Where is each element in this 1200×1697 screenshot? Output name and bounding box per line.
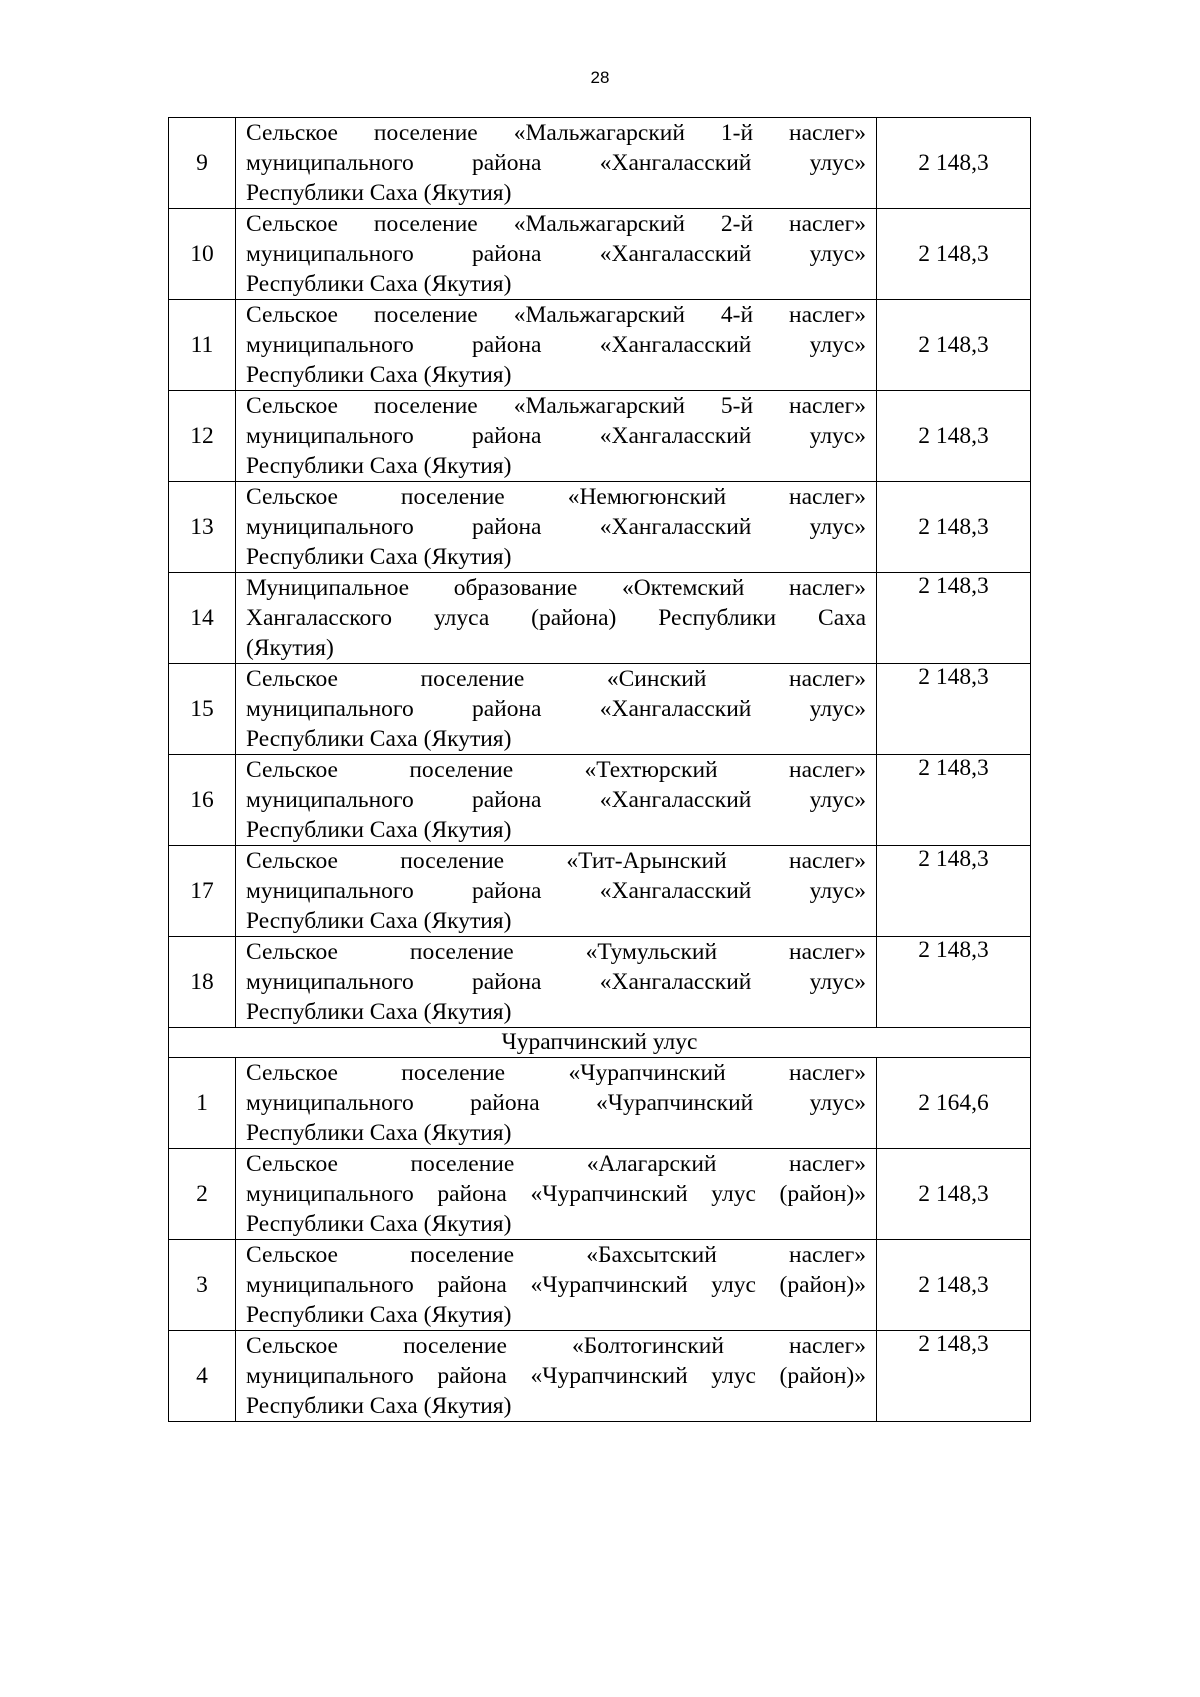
amount-value: 2 148,3 [877, 209, 1031, 300]
settlement-name [236, 391, 877, 482]
settlement-name-line: муниципального района «Хангаласский улус» [246, 332, 866, 358]
settlement-name-line: Республики Саха (Якутия) [246, 817, 512, 843]
settlement-name-line: Сельское поселение «Бахсытский наслег» [246, 1242, 866, 1268]
settlement-name-line: муниципального района «Хангаласский улус» [246, 423, 866, 449]
settlement-name [236, 1331, 877, 1422]
settlement-name-line: муниципального района «Хангаласский улус» [246, 696, 866, 722]
amount-value: 2 164,6 [877, 1058, 1031, 1149]
settlement-name-line: муниципального района «Чурапчинский улус (район)» [246, 1272, 866, 1298]
settlement-name-line: муниципального района «Чурапчинский улус (район)» [246, 1363, 866, 1389]
settlement-name-line: Республики Саха (Якутия) [246, 1211, 512, 1237]
table-row [169, 846, 1031, 937]
settlement-name-line: Республики Саха (Якутия) [246, 453, 512, 479]
settlement-name-line: Хангаласского улуса (района) Республики Саха [246, 605, 866, 631]
amount-value: 2 148,3 [877, 1240, 1031, 1331]
settlement-name-line: муниципального района «Чурапчинский улус (район)» [246, 1181, 866, 1207]
settlement-name-line: Сельское поселение «Мальжагарский 2-й наслег» [246, 211, 866, 237]
amount-value: 2 148,3 [877, 391, 1031, 482]
settlement-name-line: муниципального района «Хангаласский улус» [246, 150, 866, 176]
settlement-name-line: Республики Саха (Якутия) [246, 271, 512, 297]
settlement-name-line: Сельское поселение «Техтюрский наслег» [246, 757, 866, 783]
settlement-name [236, 1058, 877, 1149]
section-header-row [169, 1028, 1031, 1058]
settlement-name [236, 937, 877, 1028]
settlement-name [236, 482, 877, 573]
section-header: Чурапчинский улус [169, 1028, 1031, 1058]
amount-value: 2 148,3 [877, 300, 1031, 391]
settlement-name-line: Сельское поселение «Синский наслег» [246, 666, 866, 692]
settlement-name-line: муниципального района «Хангаласский улус» [246, 241, 866, 267]
settlement-name-line: Сельское поселение «Тит-Арынский наслег» [246, 848, 866, 874]
settlement-name-line: Сельское поселение «Мальжагарский 1-й наслег» [246, 120, 866, 146]
row-number: 11 [169, 300, 236, 391]
page-number: 28 [590, 68, 610, 87]
table-row [169, 755, 1031, 846]
settlement-name-line: Сельское поселение «Чурапчинский наслег» [246, 1060, 866, 1086]
amount-value: 2 148,3 [877, 937, 1031, 1028]
settlement-name-line: Республики Саха (Якутия) [246, 908, 512, 934]
table-row [169, 1331, 1031, 1422]
settlement-name-line: (Якутия) [246, 635, 334, 661]
amount-value: 2 148,3 [877, 118, 1031, 209]
settlement-name [236, 300, 877, 391]
amount-value: 2 148,3 [877, 664, 1031, 755]
settlement-name-line: муниципального района «Хангаласский улус» [246, 878, 866, 904]
table-row [169, 664, 1031, 755]
row-number: 15 [169, 664, 236, 755]
settlement-name-line: Республики Саха (Якутия) [246, 1120, 512, 1146]
settlement-name-line: Сельское поселение «Болтогинский наслег» [246, 1333, 866, 1359]
settlement-name-line: Республики Саха (Якутия) [246, 999, 512, 1025]
amount-value: 2 148,3 [877, 573, 1031, 664]
table-row [169, 118, 1031, 209]
amount-value: 2 148,3 [877, 1331, 1031, 1422]
table-row [169, 391, 1031, 482]
settlement-name-line: Республики Саха (Якутия) [246, 180, 512, 206]
settlement-name-line: Республики Саха (Якутия) [246, 544, 512, 570]
settlement-name-line: муниципального района «Хангаласский улус» [246, 969, 866, 995]
row-number: 14 [169, 573, 236, 664]
row-number: 3 [169, 1240, 236, 1331]
settlement-name [236, 1149, 877, 1240]
row-number: 17 [169, 846, 236, 937]
settlement-name [236, 755, 877, 846]
settlement-name-line: муниципального района «Хангаласский улус» [246, 514, 866, 540]
amount-value: 2 148,3 [877, 846, 1031, 937]
table-row [169, 1058, 1031, 1149]
settlement-name-line: Республики Саха (Якутия) [246, 1393, 512, 1419]
row-number: 4 [169, 1331, 236, 1422]
amount-value: 2 148,3 [877, 482, 1031, 573]
amount-value: 2 148,3 [877, 1149, 1031, 1240]
row-number: 9 [169, 118, 236, 209]
table-row [169, 300, 1031, 391]
settlement-name [236, 1240, 877, 1331]
settlement-name-line: муниципального района «Чурапчинский улус» [246, 1090, 866, 1116]
settlement-name-line: Республики Саха (Якутия) [246, 362, 512, 388]
row-number: 18 [169, 937, 236, 1028]
settlement-name-line: Сельское поселение «Немюгюнский наслег» [246, 484, 866, 510]
row-number: 13 [169, 482, 236, 573]
settlement-name-line: Республики Саха (Якутия) [246, 726, 512, 752]
settlement-name [236, 118, 877, 209]
row-number: 12 [169, 391, 236, 482]
row-number: 10 [169, 209, 236, 300]
table-row [169, 482, 1031, 573]
row-number: 16 [169, 755, 236, 846]
settlement-name-line: Сельское поселение «Тумульский наслег» [246, 939, 866, 965]
settlement-name-line: Сельское поселение «Мальжагарский 5-й наслег» [246, 393, 866, 419]
table-row [169, 209, 1031, 300]
table-row [169, 937, 1031, 1028]
row-number: 1 [169, 1058, 236, 1149]
settlement-name-line: Сельское поселение «Алагарский наслег» [246, 1151, 866, 1177]
settlement-name-line: муниципального района «Хангаласский улус» [246, 787, 866, 813]
settlement-name [236, 209, 877, 300]
settlement-name [236, 664, 877, 755]
table-row [169, 573, 1031, 664]
settlement-name-line: Муниципальное образование «Октемский наслег» [246, 575, 866, 601]
settlement-name [236, 573, 877, 664]
amount-value: 2 148,3 [877, 755, 1031, 846]
settlement-name-line: Сельское поселение «Мальжагарский 4-й наслег» [246, 302, 866, 328]
settlement-name [236, 846, 877, 937]
table-row [169, 1149, 1031, 1240]
row-number: 2 [169, 1149, 236, 1240]
table-row [169, 1240, 1031, 1331]
settlement-name-line: Республики Саха (Якутия) [246, 1302, 512, 1328]
settlements-table [168, 117, 1031, 1422]
